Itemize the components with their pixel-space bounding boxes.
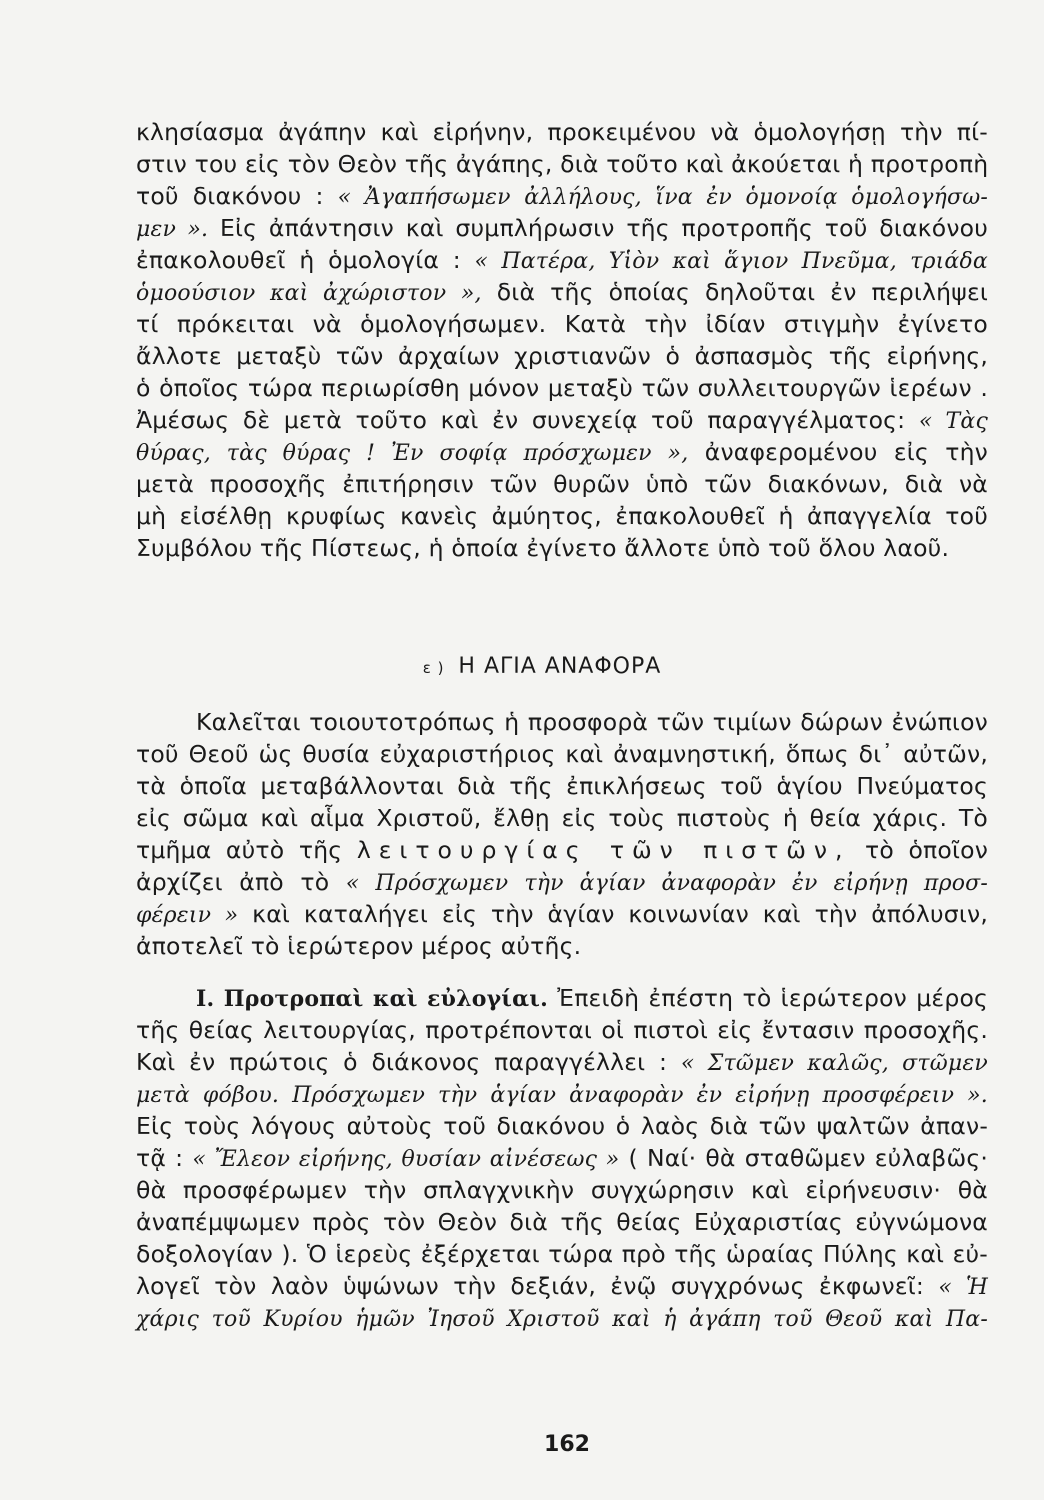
text-line <box>136 835 988 865</box>
text-line <box>136 867 988 899</box>
text-span: Εἰς τοὺς λόγους αὐτοὺς τοῦ διακόνου ὁ λαὸς διὰ τῶν ψαλτῶν ἀπαν- <box>136 1112 988 1140</box>
text-line <box>136 373 988 403</box>
quote-span: « Πατέρα, Υἱὸν καὶ ἅγιον Πνεῦμα, τριάδα <box>474 249 988 274</box>
text-span: Συμβόλου τῆς Πίστεως, ἡ ὁποία ἐγίνετο ἄλλοτε ὑπὸ τοῦ ὅλου λαοῦ. <box>136 534 950 562</box>
text-line <box>136 117 988 147</box>
page-number: 162 <box>544 1432 590 1457</box>
text-span: τὸ ὁποῖον <box>865 836 989 864</box>
text-line <box>136 1271 988 1303</box>
spaced-text-span: λειτουργίας τῶν πιστῶν, <box>356 836 851 864</box>
text-line <box>136 501 988 531</box>
text-span: Καὶ ἐν πρώτοις ὁ διάκονος παραγγέλλει : <box>136 1048 668 1076</box>
text-line <box>136 1143 988 1175</box>
text-span: ( Ναί· θὰ σταθῶμεν εὐλαβῶς· <box>628 1144 989 1172</box>
text-span: Καλεῖται τοιουτοτρόπως ἡ προσφορὰ τῶν τιμίων δώρων ἐνώπιον <box>196 708 988 736</box>
quote-span: « Στῶμεν καλῶς, στῶμεν <box>680 1051 988 1076</box>
text-line <box>136 469 988 499</box>
text-span: θὰ προσφέρωμεν τὴν σπλαγχνικὴν συγχώρησιν καὶ εἰρήνευσιν· θὰ <box>136 1176 988 1204</box>
text-line <box>136 1015 988 1045</box>
quote-span: θύρας, τὰς θύρας ! Ἐν σοφίᾳ πρόσχωμεν », <box>136 441 689 466</box>
quote-span: « Τὰς <box>918 409 989 434</box>
text-line <box>136 533 988 563</box>
quote-span: « Ἔλεον εἰρήνης, θυσίαν αἰνέσεως » <box>192 1147 620 1172</box>
text-line <box>136 931 988 961</box>
quote-span: « Ἀγαπήσωμεν ἀλλήλους, ἵνα ἐν ὁμονοίᾳ ὁμολογήσω- <box>337 185 988 210</box>
section-title: Η ΑΓΙΑ ΑΝΑΦΟΡΑ <box>458 654 662 679</box>
text-span: τοῦ διακόνου : <box>136 182 324 210</box>
text-span: Εἰς ἀπάντησιν καὶ συμπλήρωσιν τῆς προτροπῆς τοῦ διακόνου <box>219 214 989 242</box>
text-line <box>136 277 988 309</box>
section-marker: ε ) <box>422 659 445 677</box>
text-span: λογεῖ τὸν λαὸν ὑψώνων τὴν δεξιάν, ἐνῷ συγχρόνως ἐκφωνεῖ: <box>136 1272 924 1300</box>
section-heading <box>0 652 1044 683</box>
text-span: εἰς σῶμα καὶ αἷμα Χριστοῦ, ἔλθῃ εἰς τοὺς πιστοὺς ἡ θεία χάρις. Τὸ <box>136 804 988 832</box>
text-span: καὶ καταλήγει εἰς τὴν ἁγίαν κοινωνίαν καὶ τὴν ἀπόλυσιν, <box>252 900 989 928</box>
text-line <box>136 1079 988 1111</box>
text-line <box>136 771 988 801</box>
text-span: τί πρόκειται νὰ ὁμολογήσωμεν. Κατὰ τὴν ἰδίαν στιγμὴν ἐγίνετο <box>136 310 988 338</box>
text-span: μὴ εἰσέλθῃ κρυφίως κανεὶς ἀμύητος, ἐπακολουθεῖ ἡ ἀπαγγελία τοῦ <box>136 502 988 530</box>
text-span: ἀναφερομένου εἰς τὴν <box>704 438 989 466</box>
text-line <box>136 1207 988 1237</box>
text-span: τοῦ Θεοῦ ὡς θυσία εὐχαριστήριος καὶ ἀναμνηστική, ὅπως δι᾿ αὐτῶν, <box>136 740 988 768</box>
quote-span: χάρις τοῦ Κυρίου ἡμῶν Ἰησοῦ Χριστοῦ καὶ ἡ ἀγάπη τοῦ Θεοῦ καὶ Πα- <box>136 1307 988 1332</box>
quote-span: φέρειν » <box>136 903 239 928</box>
text-line <box>136 739 988 769</box>
text-line <box>136 213 988 245</box>
quote-span: « Ἡ <box>938 1275 988 1300</box>
quote-span: « Πρόσχωμεν τὴν ἁγίαν ἀναφορὰν ἐν εἰρήνῃ προσ- <box>345 871 989 896</box>
text-line <box>136 1111 988 1141</box>
text-span: κλησίασμα ἀγάπην καὶ εἰρήνην, προκειμένου νὰ ὁμολογήσῃ τὴν πί- <box>136 118 988 146</box>
text-line <box>136 437 988 469</box>
text-line <box>136 1239 988 1269</box>
text-span: Ἐπειδὴ ἐπέστη τὸ ἱερώτερον μέρος <box>557 984 989 1012</box>
text-line <box>136 899 988 931</box>
quote-span: μεν ». <box>136 217 209 242</box>
text-line <box>136 803 988 833</box>
text-span: Ἀμέσως δὲ μετὰ τοῦτο καὶ ἐν συνεχείᾳ τοῦ παραγγέλματος: <box>136 406 906 434</box>
text-span: τὰ ὁποῖα μεταβάλλονται διὰ τῆς ἐπικλήσεως τοῦ ἁγίου Πνεύματος <box>136 772 988 800</box>
text-line <box>136 245 988 277</box>
text-span: ἐπακολουθεῖ ἡ ὁμολογία : <box>136 246 461 274</box>
text-line <box>136 1303 988 1335</box>
text-span: τῆς θείας λειτουργίας, προτρέπονται οἱ πιστοὶ εἰς ἔντασιν προσοχῆς. <box>136 1016 988 1044</box>
text-span: διὰ τῆς ὁποίας δηλοῦται ἐν περιλήψει <box>496 278 988 306</box>
text-span: δοξολογίαν ). Ὁ ἱερεὺς ἐξέρχεται τώρα πρὸ τῆς ὡραίας Πύλης καὶ εὐ- <box>136 1240 988 1268</box>
text-span: στιν του εἰς τὸν Θεὸν τῆς ἀγάπης, διὰ τοῦτο καὶ ἀκούεται ἡ προτροπὴ <box>136 150 989 178</box>
text-span: ἄλλοτε μεταξὺ τῶν ἀρχαίων χριστιανῶν ὁ ἀσπασμὸς τῆς εἰρήνης, <box>136 342 988 370</box>
text-line <box>196 983 988 1014</box>
text-span: ἀναπέμψωμεν πρὸς τὸν Θεὸν διὰ τῆς θείας Εὐχαριστίας εὐγνώμονα <box>136 1208 988 1236</box>
text-line <box>136 1175 988 1205</box>
quote-span: μετὰ φόβου. Πρόσχωμεν τὴν ἁγίαν ἀναφορὰν ἐν εἰρήνῃ προσφέρειν ». <box>136 1083 988 1108</box>
text-span: ἀποτελεῖ τὸ ἱερώτερον μέρος αὐτῆς. <box>136 932 582 960</box>
text-line <box>136 149 988 179</box>
text-span: τμῆμα αὐτὸ τῆς <box>136 836 343 864</box>
text-line <box>136 341 988 371</box>
text-line <box>136 309 988 339</box>
text-span: μετὰ προσοχῆς ἐπιτήρησιν τῶν θυρῶν ὑπὸ τῶν διακόνων, διὰ νὰ <box>136 470 988 498</box>
text-line <box>196 707 988 737</box>
text-span: ἀρχίζει ἀπὸ τὸ <box>136 868 330 896</box>
text-span: ὁ ὁποῖος τώρα περιωρίσθη μόνον μεταξὺ τῶν συλλειτουργῶν ἱερέων . <box>136 374 988 402</box>
text-line <box>136 181 988 213</box>
text-line <box>136 1047 988 1079</box>
quote-span: ὁμοούσιον καὶ ἀχώριστον », <box>136 281 482 306</box>
subsection-title: Ι. Προτροπαὶ καὶ εὐλογίαι. <box>196 986 548 1012</box>
text-span: τᾷ : <box>136 1144 184 1172</box>
text-line <box>136 405 988 437</box>
